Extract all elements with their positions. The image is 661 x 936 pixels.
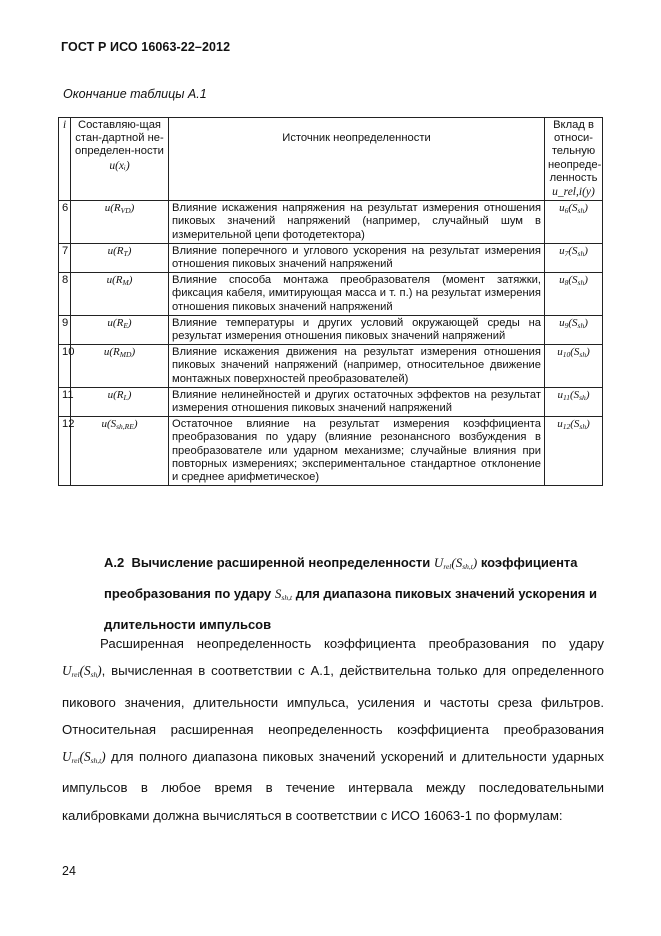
document-header: ГОСТ Р ИСО 16063-22–2012: [61, 40, 231, 54]
row-contribution: $u_{10}(S_{sh})$: [545, 345, 603, 388]
row-index: 6: [59, 201, 71, 244]
table-row: [59, 417, 603, 486]
formula-urel-ssht-2: $U_{rel}(S_{sh,t})$: [62, 749, 106, 766]
table-row: [59, 345, 603, 388]
row-source: Влияние поперечного и углового ускорения на результат измерения отношения пиковых значений напряжений: [169, 243, 545, 272]
row-source: Остаточное влияние на результат измерения коэффициента преобразования по удару (влияние резонансного возбуждения в преобразователе или ударном механизме; случайные влияния при повторных измерениях; экспериментальное стандартное отклонение и среднее арифметическое): [169, 417, 545, 486]
row-index: 7: [59, 243, 71, 272]
row-source: Влияние нелинейностей и других остаточных эффектов на результат измерения отношения пиковых значений напряжений: [169, 387, 545, 416]
formula-urel-ssh: $U_{rel}(S_{sh})$: [62, 663, 102, 680]
row-source: Влияние искажения движения на результат измерения отношения пиковых значений напряжений (например, относительное движение монтажных поверхностей преобразователей): [169, 345, 545, 388]
para-s3: для полного диапазона пиковых значений ускорений и длительности ударных импульсов в любое время в течение интервала между последовательными калибровками должна вычисляться в соответствии с ИСО 16063-1 по формулам:: [62, 749, 605, 823]
section-title-part3: для диапазона пиковых значений ускорения и длительности импульсов: [104, 586, 597, 632]
row-contribution: $u_8(S_{sh})$: [545, 273, 603, 316]
row-source: Влияние способа монтажа преобразователя (момент затяжки, фиксация кабеля, имитирующая масса и т. п.) на результат измерения отношения пиковых значений напряжений: [169, 273, 545, 316]
table-row: [59, 273, 603, 316]
table-header-row: [59, 118, 603, 201]
header-index: i: [59, 118, 71, 201]
table-row: [59, 201, 603, 244]
page-number: 24: [62, 864, 76, 878]
section-title-part2: коэффициента преобразования по удару: [104, 555, 578, 601]
table-row: [59, 315, 603, 344]
row-component-symbol: $u(R_{VD})$: [71, 201, 169, 244]
header-component-text: Составляю-щая стан-дартной не-определен-ности: [75, 119, 164, 158]
section-heading: [104, 549, 604, 638]
formula-urel-ssht: $U_{rel}(S_{sh,t})$: [433, 555, 478, 571]
table-row: [59, 243, 603, 272]
section-title-part1: Вычисление расширенной неопределенности: [131, 555, 431, 570]
row-contribution: $u_{12}(S_{sh})$: [545, 417, 603, 486]
row-index: 8: [59, 273, 71, 316]
row-contribution: $u_7(S_{sh})$: [545, 243, 603, 272]
header-contribution: [545, 118, 603, 201]
row-component-symbol: $u(R_{MD})$: [71, 345, 169, 388]
row-index: 12: [59, 417, 71, 486]
row-index: 9: [59, 315, 71, 344]
row-contribution: $u_6(S_{sh})$: [545, 201, 603, 244]
row-contribution: $u_{11}(S_{sh})$: [545, 387, 603, 416]
row-index: 11: [59, 387, 71, 416]
row-component-symbol: $u(R_T)$: [71, 243, 169, 272]
uncertainty-table: [58, 117, 603, 486]
header-source: Источник неопределенности: [169, 118, 545, 201]
row-component-symbol: $u(R_M)$: [71, 273, 169, 316]
row-source: Влияние температуры и других условий окружающей среды на результат измерения отношения пиковых значений напряжений: [169, 315, 545, 344]
row-component-symbol: $u(R_E)$: [71, 315, 169, 344]
table-caption: Окончание таблицы А.1: [63, 87, 207, 101]
header-component: [71, 118, 169, 201]
row-component-symbol: $u(S_{sh,RE})$: [71, 417, 169, 486]
row-component-symbol: $u(R_L)$: [71, 387, 169, 416]
header-contribution-symbol: u_rel,i(y): [552, 186, 595, 199]
row-contribution: $u_9(S_{sh})$: [545, 315, 603, 344]
para-s1: Расширенная неопределенность коэффициента преобразования по удару: [100, 636, 604, 651]
body-paragraph: [62, 630, 604, 829]
row-index: 10: [59, 345, 71, 388]
header-contribution-text: Вклад в относи-тельную неопреде-ленность: [548, 119, 602, 184]
section-number: А.2: [104, 555, 125, 570]
row-source: Влияние искажения напряжения на результат измерения отношения пиковых значений напряжений (например, случайный шум в измерительной цепи фотодетектора): [169, 201, 545, 244]
table-row: [59, 387, 603, 416]
header-component-symbol: u(xᵢ): [109, 159, 130, 172]
para-s2: , вычисленная в соответствии с А.1, действительна только для определенного пикового значения, длительности импульса, усиления и частоты среза фильтров. Относительная расширенная неопределенность коэффициента преобразования: [62, 663, 604, 737]
formula-ssht: $S_{sh,t}$: [274, 586, 293, 602]
